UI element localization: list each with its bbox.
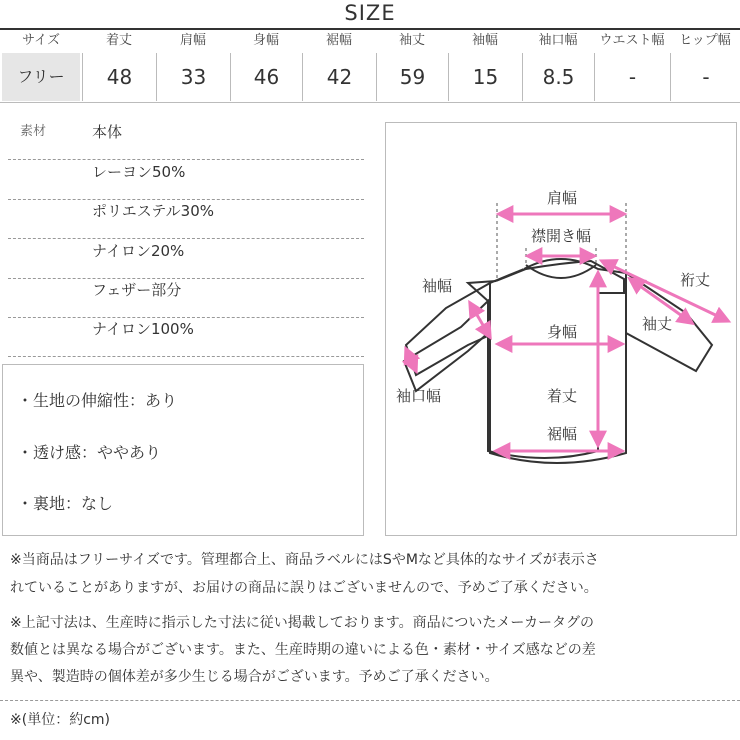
material-line: ポリエステル30%: [92, 202, 214, 220]
material-row: [8, 279, 364, 318]
lining-property: ・裏地：なし: [17, 494, 114, 513]
material-label: 素材: [20, 124, 47, 139]
cell-hip-width: -: [670, 53, 740, 101]
header-body-width: 身幅: [252, 33, 279, 48]
cell-sleeve-width: 15: [448, 53, 522, 101]
table-bottom-line: [0, 102, 740, 103]
measurement-diagram: [385, 122, 737, 536]
material-line: ナイロン100%: [92, 320, 194, 338]
sleeve-length-label: 袖丈: [642, 315, 673, 333]
material-row: [8, 200, 364, 239]
material-row: [8, 318, 364, 357]
length-label: 着丈: [546, 387, 578, 405]
fabric-properties-box: [2, 364, 364, 536]
note-free-size-line1: ※当商品はフリーサイズです。管理都合上、商品ラベルにはSやMなど具体的なサイズが表示さ: [10, 552, 599, 568]
material-row: [8, 161, 364, 200]
yuki-arrow: [602, 261, 728, 321]
hem-label: 裾幅: [546, 425, 578, 443]
header-size: サイズ: [22, 33, 60, 48]
header-length: 着丈: [105, 33, 132, 48]
note-measurement-line3: 異や、製造時の個体差が多少生じる場合がございます。予めご了承ください。: [10, 669, 499, 685]
material-row: [8, 121, 364, 160]
cell-length: 48: [82, 53, 156, 101]
unit-note: ※(単位：約cm): [10, 712, 110, 728]
body-width-label: 身幅: [546, 323, 578, 341]
material-line: レーヨン50%: [92, 163, 186, 181]
material-line: 本体: [92, 123, 123, 141]
material-line: フェザー部分: [92, 281, 182, 299]
header-hip-width: ヒップ幅: [679, 33, 731, 48]
note-measurement-line1: ※上記寸法は、生産時に指示した寸法に従い掲載しております。商品についたメーカータグの: [10, 615, 595, 631]
material-row: [8, 240, 364, 279]
header-waist-width: ウエスト幅: [599, 33, 665, 48]
shoulder-label: 肩幅: [546, 189, 578, 207]
cell-hem-width: 42: [302, 53, 376, 101]
cell-body-width: 46: [230, 53, 302, 101]
cell-size: フリー: [2, 53, 80, 101]
header-shoulder: 肩幅: [179, 33, 206, 48]
note-free-size-line2: れていることがありますが、お届けの商品に誤りはございませんので、予めご了承ください。: [10, 580, 598, 596]
unit-divider: [0, 700, 740, 702]
header-sleeve-length: 袖丈: [398, 33, 425, 48]
header-cuff-width: 袖口幅: [538, 33, 578, 48]
garment-illustration: [386, 123, 738, 537]
cell-sleeve-length: 59: [376, 53, 448, 101]
size-table-header: [0, 30, 740, 52]
yuki-label: 裄丈: [680, 271, 711, 289]
size-title: SIZE: [344, 1, 396, 25]
note-measurement-line2: 数値とは異なる場合がございます。また、生産時期の違いによる色・素材・サイズ感などの差: [10, 642, 596, 658]
cell-cuff-width: 8.5: [522, 53, 594, 101]
material-line: ナイロン20%: [92, 242, 185, 260]
cell-waist-width: -: [594, 53, 670, 101]
size-table-row: [0, 53, 740, 103]
sheerness-property: ・透け感：ややあり: [17, 443, 162, 462]
header-sleeve-width: 袖幅: [471, 33, 498, 48]
garment-left-side: [468, 281, 496, 301]
cuff-label: 袖口幅: [396, 387, 442, 405]
cell-shoulder: 33: [156, 53, 230, 101]
stretch-property: ・生地の伸縮性：あり: [17, 391, 178, 410]
sleeve-width-label: 袖幅: [422, 277, 453, 295]
garment-left-sleeve: [406, 283, 490, 375]
header-hem-width: 裾幅: [325, 33, 352, 48]
neck-label: 襟開き幅: [530, 227, 592, 245]
